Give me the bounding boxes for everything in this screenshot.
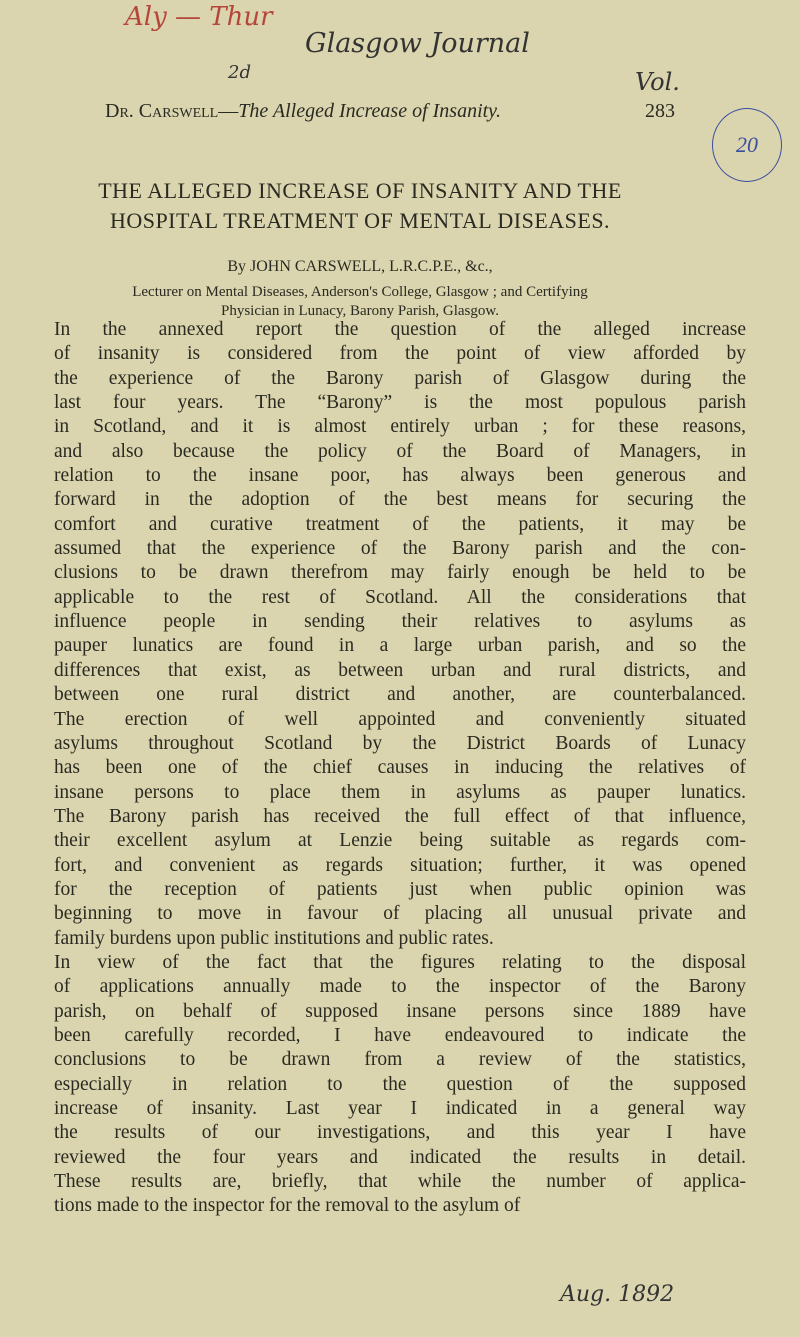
body-line: beginning to move in favour of placing all unusual private and (54, 903, 746, 925)
body-text (54, 318, 746, 1219)
title-line: HOSPITAL TREATMENT OF MENTAL DISEASES. (109, 208, 611, 233)
body-line: clusions to be drawn therefrom may fairly enough be held to be (54, 562, 746, 584)
circled-number: 20 (736, 132, 758, 157)
body-line: These results are, briefly, that while the number of applica- (54, 1171, 746, 1193)
body-line: pauper lunatics are found in a large urban parish, and so the (54, 635, 746, 657)
body-line: fort, and convenient as regards situation; further, it was opened (54, 854, 746, 876)
body-line: especially in relation to the question of the supposed (54, 1073, 746, 1095)
body-line: of applications annually made to the inspector of the Barony (54, 976, 746, 998)
body-line: of insanity is considered from the point of view afforded by (54, 343, 746, 365)
body-line: and also because the policy of the Board of Managers, in (54, 440, 746, 462)
running-header (105, 100, 675, 123)
affiliation (40, 283, 680, 321)
body-line: relation to the insane poor, has always been generous and (54, 465, 746, 487)
body-line: been carefully recorded, I have endeavoured to indicate the (54, 1024, 746, 1046)
affiliation-line: Physician in Lunacy, Barony Parish, Glasgow. (220, 303, 499, 319)
body-line: for the reception of patients just when public opinion was (54, 878, 746, 900)
body-line: parish, on behalf of supposed insane persons since 1889 have (54, 1000, 746, 1022)
body-line: The erection of well appointed and conveniently situated (54, 708, 746, 730)
body-line: in Scotland, and it is almost entirely urban ; for these reasons, (54, 416, 746, 438)
article-title (40, 176, 680, 236)
byline: By JOHN CARSWELL, L.R.C.P.E., &c., (227, 258, 493, 275)
body-line: tions made to the inspector for the removal to the asylum of (54, 1195, 521, 1217)
body-line: between one rural district and another, are counterbalanced. (54, 684, 746, 706)
body-line: comfort and curative treatment of the patients, it may be (54, 513, 746, 535)
body-line: increase of insanity. Last year I indicated in a general way (54, 1098, 746, 1119)
handwritten-annotation-small: 2d (228, 62, 251, 83)
body-line: influence people in sending their relatives to asylums as (54, 611, 746, 633)
body-line: insane persons to place them in asylums as pauper lunatics. (54, 781, 746, 803)
handwritten-annotation-volume: Vol. (635, 68, 680, 96)
body-line: asylums throughout Scotland by the District Boards of Lunacy (54, 732, 746, 754)
body-line: the experience of the Barony parish of Glasgow during the (54, 367, 746, 389)
handwritten-annotation-journal: Glasgow Journal (305, 28, 530, 59)
page-number: 283 (645, 100, 675, 122)
body-line: In the annexed report the question of the alleged increase (54, 319, 746, 340)
body-line: reviewed the four years and indicated the results in detail. (54, 1146, 746, 1168)
affiliation-line: Lecturer on Mental Diseases, Anderson's College, Glasgow ; and Certifying (132, 284, 588, 300)
body-line: last four years. The “Barony” is the most populous parish (54, 392, 746, 414)
body-line: differences that exist, as between urban and rural districts, and (54, 659, 746, 681)
body-line: assumed that the experience of the Barony parish and the con- (54, 538, 746, 560)
body-line: The Barony parish has received the full effect of that influence, (54, 805, 746, 827)
body-line: In view of the fact that the figures relating to the disposal (54, 951, 746, 973)
body-line: applicable to the rest of Scotland. All the considerations that (54, 586, 746, 608)
header-author: Dr. Carswell— (105, 100, 239, 122)
body-line: conclusions to be drawn from a review of the statistics, (54, 1049, 746, 1071)
body-line: family burdens upon public institutions and public rates. (54, 927, 494, 949)
body-line: the results of our investigations, and this year I have (54, 1122, 746, 1144)
header-title: The Alleged Increase of Insanity. (238, 100, 501, 122)
body-line: forward in the adoption of the best means for securing the (54, 489, 746, 511)
body-line: has been one of the chief causes in inducing the relatives of (54, 757, 746, 779)
handwritten-annotation-red: Aly — Thur (125, 2, 273, 32)
body-line: their excellent asylum at Lenzie being suitable as regards com- (54, 830, 746, 852)
title-line: THE ALLEGED INCREASE OF INSANITY AND THE (98, 178, 622, 203)
circled-number-annotation (712, 108, 782, 182)
handwritten-annotation-bottom: Aug. 1892 (560, 1282, 675, 1307)
